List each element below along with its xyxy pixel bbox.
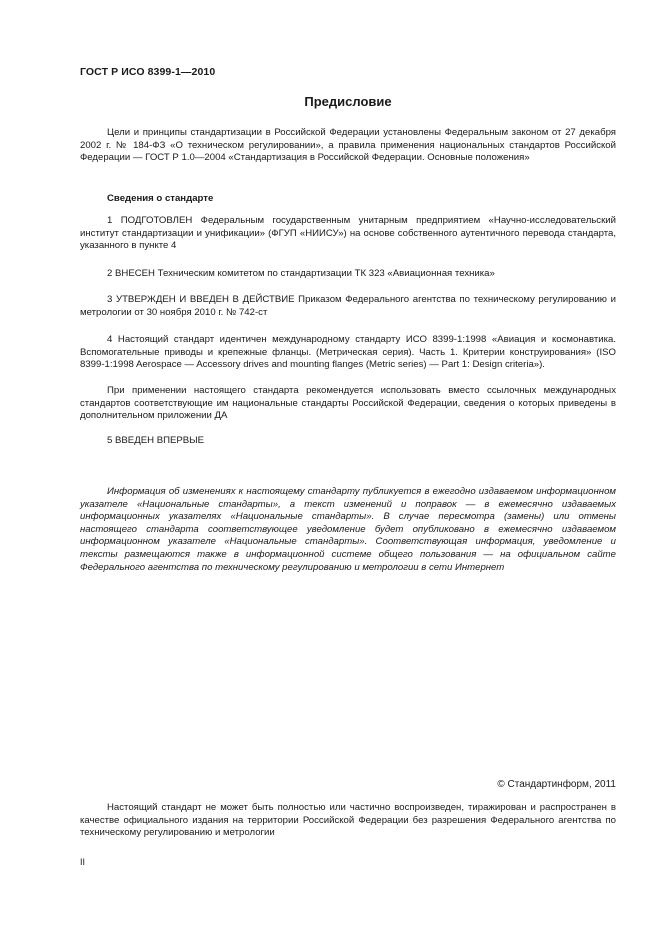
item-4-note-paragraph: При применении настоящего стандарта рекомендуется использовать вместо ссылочных международных стандартов соответствующие им национальные стандарты Российской Федерации, сведения о которых приведены в дополнительном приложении ДА <box>80 385 616 422</box>
item-1-paragraph: 1 ПОДГОТОВЛЕН Федеральным государственным унитарным предприятием «Научно-исследовательский институт стандартизации и унификации» (ФГУП «НИИСУ») на основе собственного аутентичного перевода стандарта, указанного в пункте 4 <box>80 215 616 252</box>
item-4-paragraph: 4 Настоящий стандарт идентичен международному стандарту ИСО 8399-1:1998 «Авиация и космонавтика. Вспомогательные приводы и крепежные фланцы. (Метрическая серия). Часть 1. Критерии конструирования» (ISO 8399-1:1998 Aerospace — Accessory drives and mounting flanges (Metric series) — Part 1: Design criteria»). <box>80 334 616 371</box>
page-number: II <box>80 857 86 867</box>
item-2-paragraph: 2 ВНЕСЕН Техническим комитетом по стандартизации ТК 323 «Авиационная техника» <box>107 268 495 279</box>
item-5-paragraph: 5 ВВЕДЕН ВПЕРВЫЕ <box>107 435 205 446</box>
reproduction-notice: Настоящий стандарт не может быть полностью или частично воспроизведен, тиражирован и распространен в качестве официального издания на территории Российской Федерации без разрешения Федерального агентства по техническому регулированию и метрологии <box>80 802 616 839</box>
info-heading: Сведения о стандарте <box>107 193 214 204</box>
item-3-paragraph: 3 УТВЕРЖДЕН И ВВЕДЕН В ДЕЙСТВИЕ Приказом Федерального агентства по техническому регулированию и метрологии от 30 ноября 2010 г. № 742-ст <box>80 294 616 318</box>
intro-paragraph: Цели и принципы стандартизации в Российской Федерации установлены Федеральным законом от 27 декабря 2002 г. № 184-ФЗ «О техническом регулировании», а правила применения национальных стандартов Российской Федерации — ГОСТ Р 1.0—2004 «Стандартизация в Российской Федерации. Основные положения» <box>80 127 616 164</box>
notice-paragraph: Информация об изменениях к настоящему стандарту публикуется в ежегодно издаваемом информационном указателе «Национальные стандарты», а текст изменений и поправок — в ежемесячно издаваемых информационных указателях «Национальные стандарты». В случае пересмотра (замены) или отмены настоящего стандарта соответствующее уведомление будет опубликовано в ежемесячно издаваемом информационном указателе «Национальные стандарты». Соответствующая информация, уведомление и тексты размещаются также в информационной системе общего пользования — на официальном сайте Федерального агентства по техническому регулированию и метрологии в сети Интернет <box>80 486 616 573</box>
page-title: Предисловие <box>304 94 392 109</box>
document-code: ГОСТ Р ИСО 8399-1—2010 <box>80 66 216 78</box>
copyright-notice: © Стандартинформ, 2011 <box>497 779 616 790</box>
